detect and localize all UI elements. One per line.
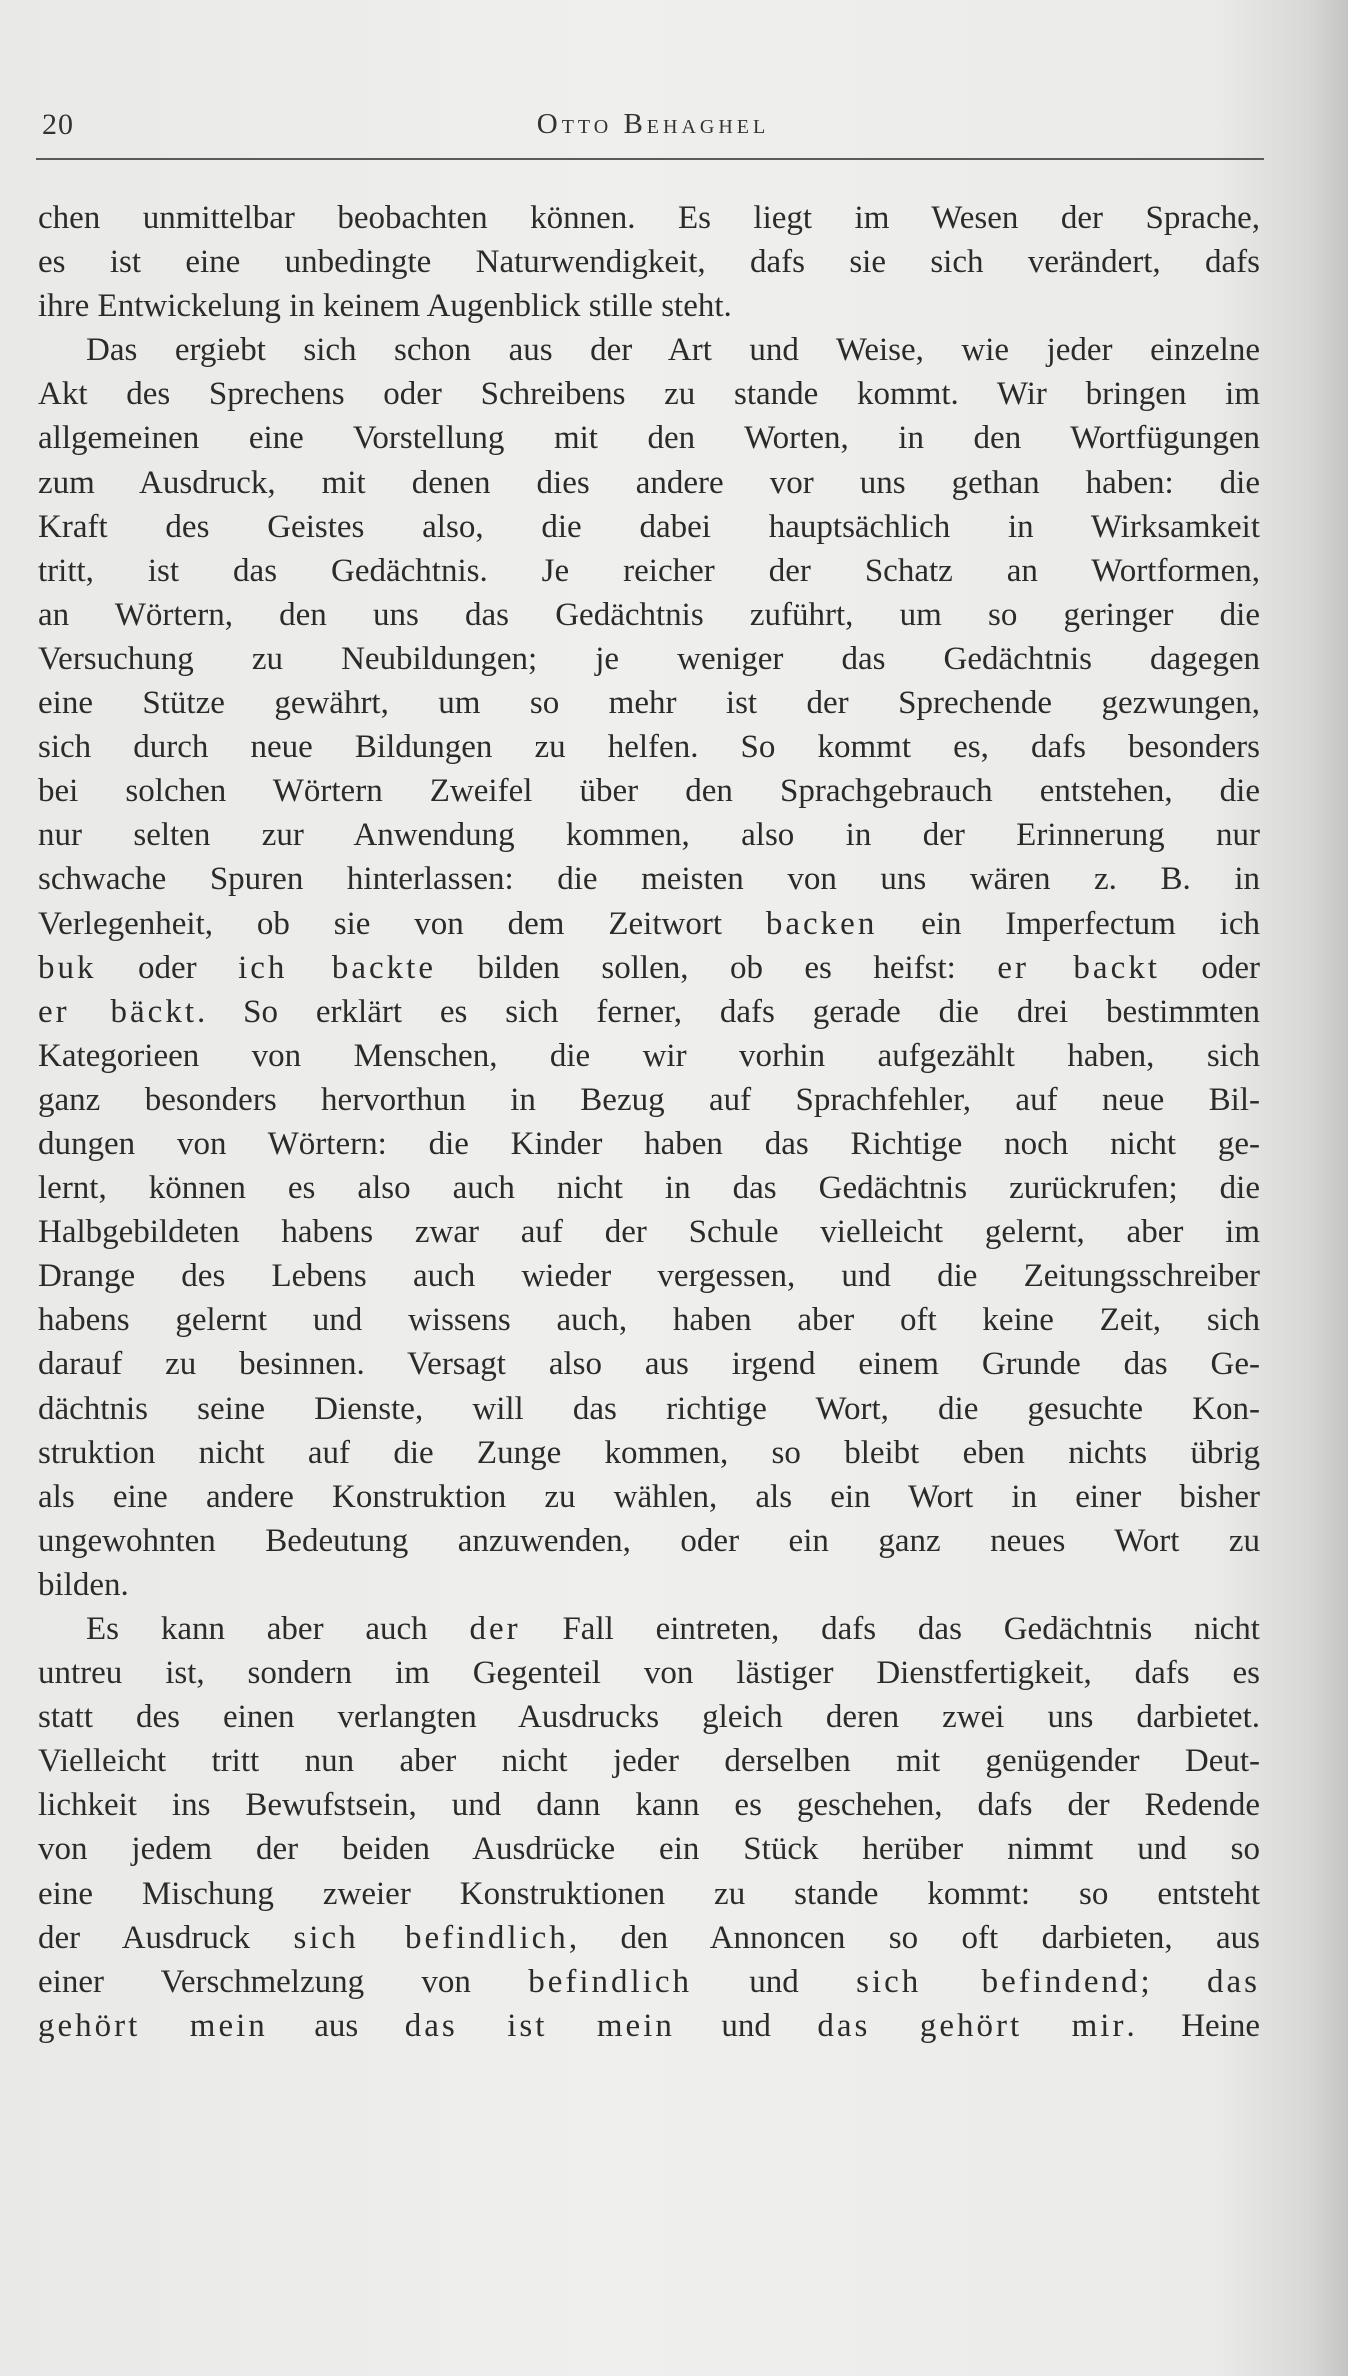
text-line: er bäckt. So erklärt es sich ferner, dafs gerade die drei bestimmten bbox=[38, 993, 1260, 1030]
text-line: von jedem der beiden Ausdrücke ein Stück herüber nimmt und so bbox=[38, 1831, 1260, 1868]
text-line: lernt, können es also auch nicht in das Gedächtnis zurückrufen; die bbox=[38, 1170, 1260, 1207]
text-line: einer Verschmelzung von befindlich und sich befindend; das bbox=[38, 1963, 1260, 2000]
text-line: untreu ist, sondern im Gegenteil von lästiger Dienstfertigkeit, dafs es bbox=[38, 1655, 1260, 1692]
text-line: der Ausdruck sich befindlich, den Annoncen so oft darbieten, aus bbox=[38, 1919, 1260, 1956]
text-line: Das ergiebt sich schon aus der Art und Weise, wie jeder einzelne bbox=[86, 332, 1260, 369]
text-line: ihre Entwickelung in keinem Augenblick stille steht. bbox=[38, 288, 732, 325]
body-text bbox=[38, 196, 1260, 2048]
text-line: bilden. bbox=[38, 1566, 129, 1603]
text-line: statt des einen verlangten Ausdrucks gleich deren zwei uns darbietet. bbox=[38, 1699, 1260, 1736]
text-line: es ist eine unbedingte Naturwendigkeit, dafs sie sich verändert, dafs bbox=[38, 244, 1260, 281]
text-line: Vielleicht tritt nun aber nicht jeder derselben mit genügender Deut- bbox=[38, 1743, 1260, 1780]
page-header bbox=[42, 108, 1264, 152]
text-line: ungewohnten Bedeutung anzuwenden, oder ein ganz neues Wort zu bbox=[38, 1522, 1260, 1559]
text-line: nur selten zur Anwendung kommen, also in der Erinnerung nur bbox=[38, 817, 1260, 854]
text-line: dächtnis seine Dienste, will das richtige Wort, die gesuchte Kon- bbox=[38, 1390, 1260, 1427]
text-line: schwache Spuren hinterlassen: die meisten von uns wären z. B. in bbox=[38, 861, 1260, 898]
text-line: Verlegenheit, ob sie von dem Zeitwort backen ein Imperfectum ich bbox=[38, 905, 1260, 942]
text-line: buk oder ich backte bilden sollen, ob es heifst: er backt oder bbox=[38, 949, 1260, 986]
text-line: Akt des Sprechens oder Schreibens zu stande kommt. Wir bringen im bbox=[38, 376, 1260, 413]
page-number: 20 bbox=[42, 108, 74, 141]
text-line: tritt, ist das Gedächtnis. Je reicher der Schatz an Wortformen, bbox=[38, 552, 1260, 589]
text-line: zum Ausdruck, mit denen dies andere vor uns gethan haben: die bbox=[38, 464, 1260, 501]
text-line: darauf zu besinnen. Versagt also aus irgend einem Grunde das Ge- bbox=[38, 1346, 1260, 1383]
text-line: Halbgebildeten habens zwar auf der Schule vielleicht gelernt, aber im bbox=[38, 1214, 1260, 1251]
text-line: struktion nicht auf die Zunge kommen, so bleibt eben nichts übrig bbox=[38, 1434, 1260, 1471]
text-line: chen unmittelbar beobachten können. Es liegt im Wesen der Sprache, bbox=[38, 200, 1260, 236]
text-line: lichkeit ins Bewufstsein, und dann kann es geschehen, dafs der Redende bbox=[38, 1787, 1260, 1824]
running-head: Otto Behaghel bbox=[536, 108, 770, 140]
text-line: Drange des Lebens auch wieder vergessen, und die Zeitungsschreiber bbox=[38, 1258, 1260, 1295]
text-line: Versuchung zu Neubildungen; je weniger das Gedächtnis dagegen bbox=[38, 640, 1260, 677]
text-line: allgemeinen eine Vorstellung mit den Worten, in den Wortfügungen bbox=[38, 420, 1260, 457]
text-line: an Wörtern, den uns das Gedächtnis zuführt, um so geringer die bbox=[38, 596, 1260, 633]
text-line: eine Stütze gewährt, um so mehr ist der Sprechende gezwungen, bbox=[38, 685, 1260, 722]
header-rule bbox=[36, 158, 1264, 160]
text-line: sich durch neue Bildungen zu helfen. So kommt es, dafs besonders bbox=[38, 729, 1260, 766]
text-line: dungen von Wörtern: die Kinder haben das Richtige noch nicht ge- bbox=[38, 1125, 1260, 1162]
text-line: Es kann aber auch der Fall eintreten, dafs das Gedächtnis nicht bbox=[86, 1611, 1260, 1647]
text-line: ganz besonders hervorthun in Bezug auf Sprachfehler, auf neue Bil- bbox=[38, 1081, 1260, 1118]
text-line: gehört mein aus das ist mein und das gehört mir. Heine bbox=[38, 2007, 1260, 2044]
text-line: Kraft des Geistes also, die dabei hauptsächlich in Wirksamkeit bbox=[38, 508, 1260, 545]
text-line: bei solchen Wörtern Zweifel über den Sprachgebrauch entstehen, die bbox=[38, 773, 1260, 810]
text-line: Kategorieen von Menschen, die wir vorhin aufgezählt haben, sich bbox=[38, 1037, 1260, 1074]
text-line: als eine andere Konstruktion zu wählen, als ein Wort in einer bisher bbox=[38, 1478, 1260, 1515]
text-line: habens gelernt und wissens auch, haben aber oft keine Zeit, sich bbox=[38, 1302, 1260, 1339]
text-line: eine Mischung zweier Konstruktionen zu stande kommt: so entsteht bbox=[38, 1875, 1260, 1912]
